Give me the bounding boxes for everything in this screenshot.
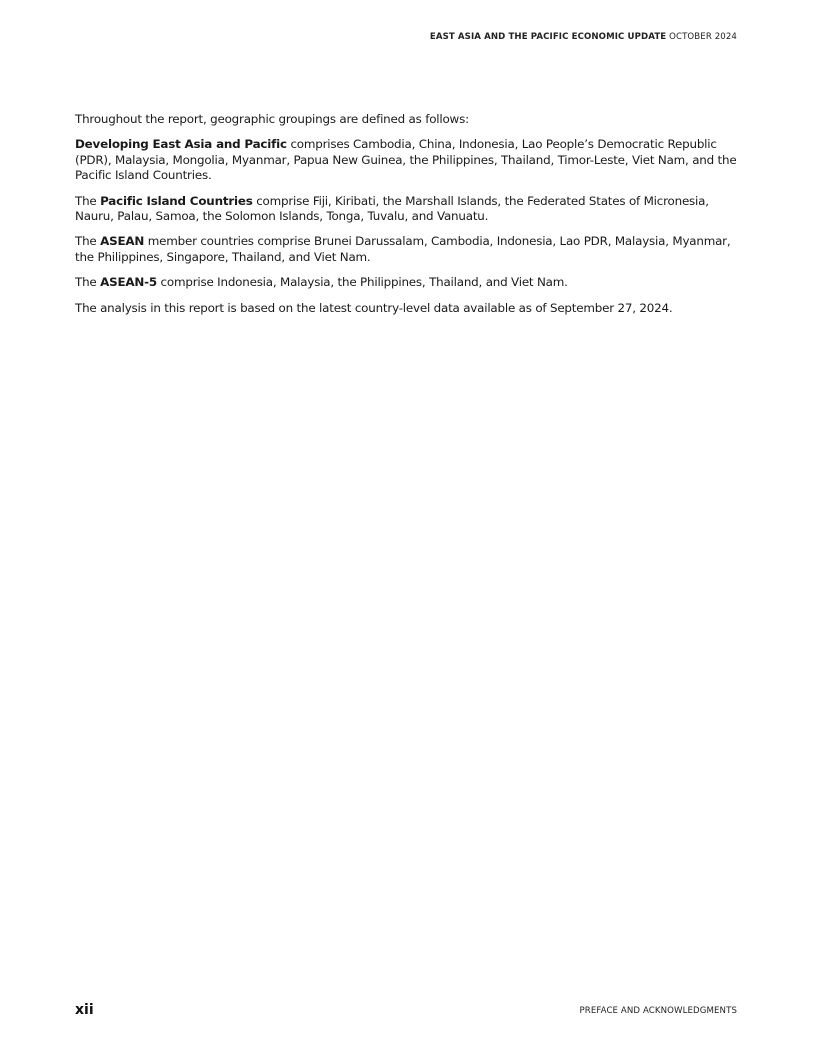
running-header <box>430 32 737 42</box>
definition-prefix: The <box>75 234 101 249</box>
intro-paragraph: Throughout the report, geographic groupings are defined as follows: <box>75 112 469 126</box>
report-title: EAST ASIA AND THE PACIFIC ECONOMIC UPDATE <box>429 32 667 42</box>
definition-text: comprises Cambodia, China, Indonesia, Lao People’s Democratic Republic (PDR), Malaysia, Mongolia, Myanmar, Papua New Guinea, the Philippines, Thailand, Timor-Leste, Viet Nam, and the Pacific Island Countries. <box>75 137 737 183</box>
definition-text: member countries comprise Brunei Darussalam, Cambodia, Indonesia, Lao PDR, Malaysia, Myanmar, the Philippines, Singapore, Thailand, and Viet Nam. <box>75 234 731 264</box>
defined-term: Pacific Island Countries <box>100 193 253 208</box>
defined-term: ASEAN-5 <box>100 275 157 290</box>
definition-asean <box>75 234 741 265</box>
page-number: xii <box>75 1002 94 1018</box>
definition-developing-east-asia-pacific <box>75 137 741 183</box>
defined-term: Developing East Asia and Pacific <box>75 137 287 152</box>
page-body <box>75 112 741 326</box>
definition-text: comprise Indonesia, Malaysia, the Philippines, Thailand, and Viet Nam. <box>156 275 568 290</box>
defined-term: ASEAN <box>100 234 145 249</box>
definition-asean-5 <box>75 275 741 290</box>
definition-prefix: The <box>75 275 101 290</box>
definition-pacific-island-countries <box>75 194 741 225</box>
data-cutoff-paragraph: The analysis in this report is based on the latest country-level data available as of September 27, 2024. <box>75 300 673 315</box>
definition-prefix: The <box>75 193 101 208</box>
report-edition: OCTOBER 2024 <box>669 32 737 42</box>
definition-text: comprise Fiji, Kiribati, the Marshall Islands, the Federated States of Micronesia, Nauru, Palau, Samoa, the Solomon Islands, Tonga, Tuvalu, and Vanuatu. <box>75 193 709 224</box>
section-title: PREFACE AND ACKNOWLEDGMENTS <box>579 1006 737 1016</box>
